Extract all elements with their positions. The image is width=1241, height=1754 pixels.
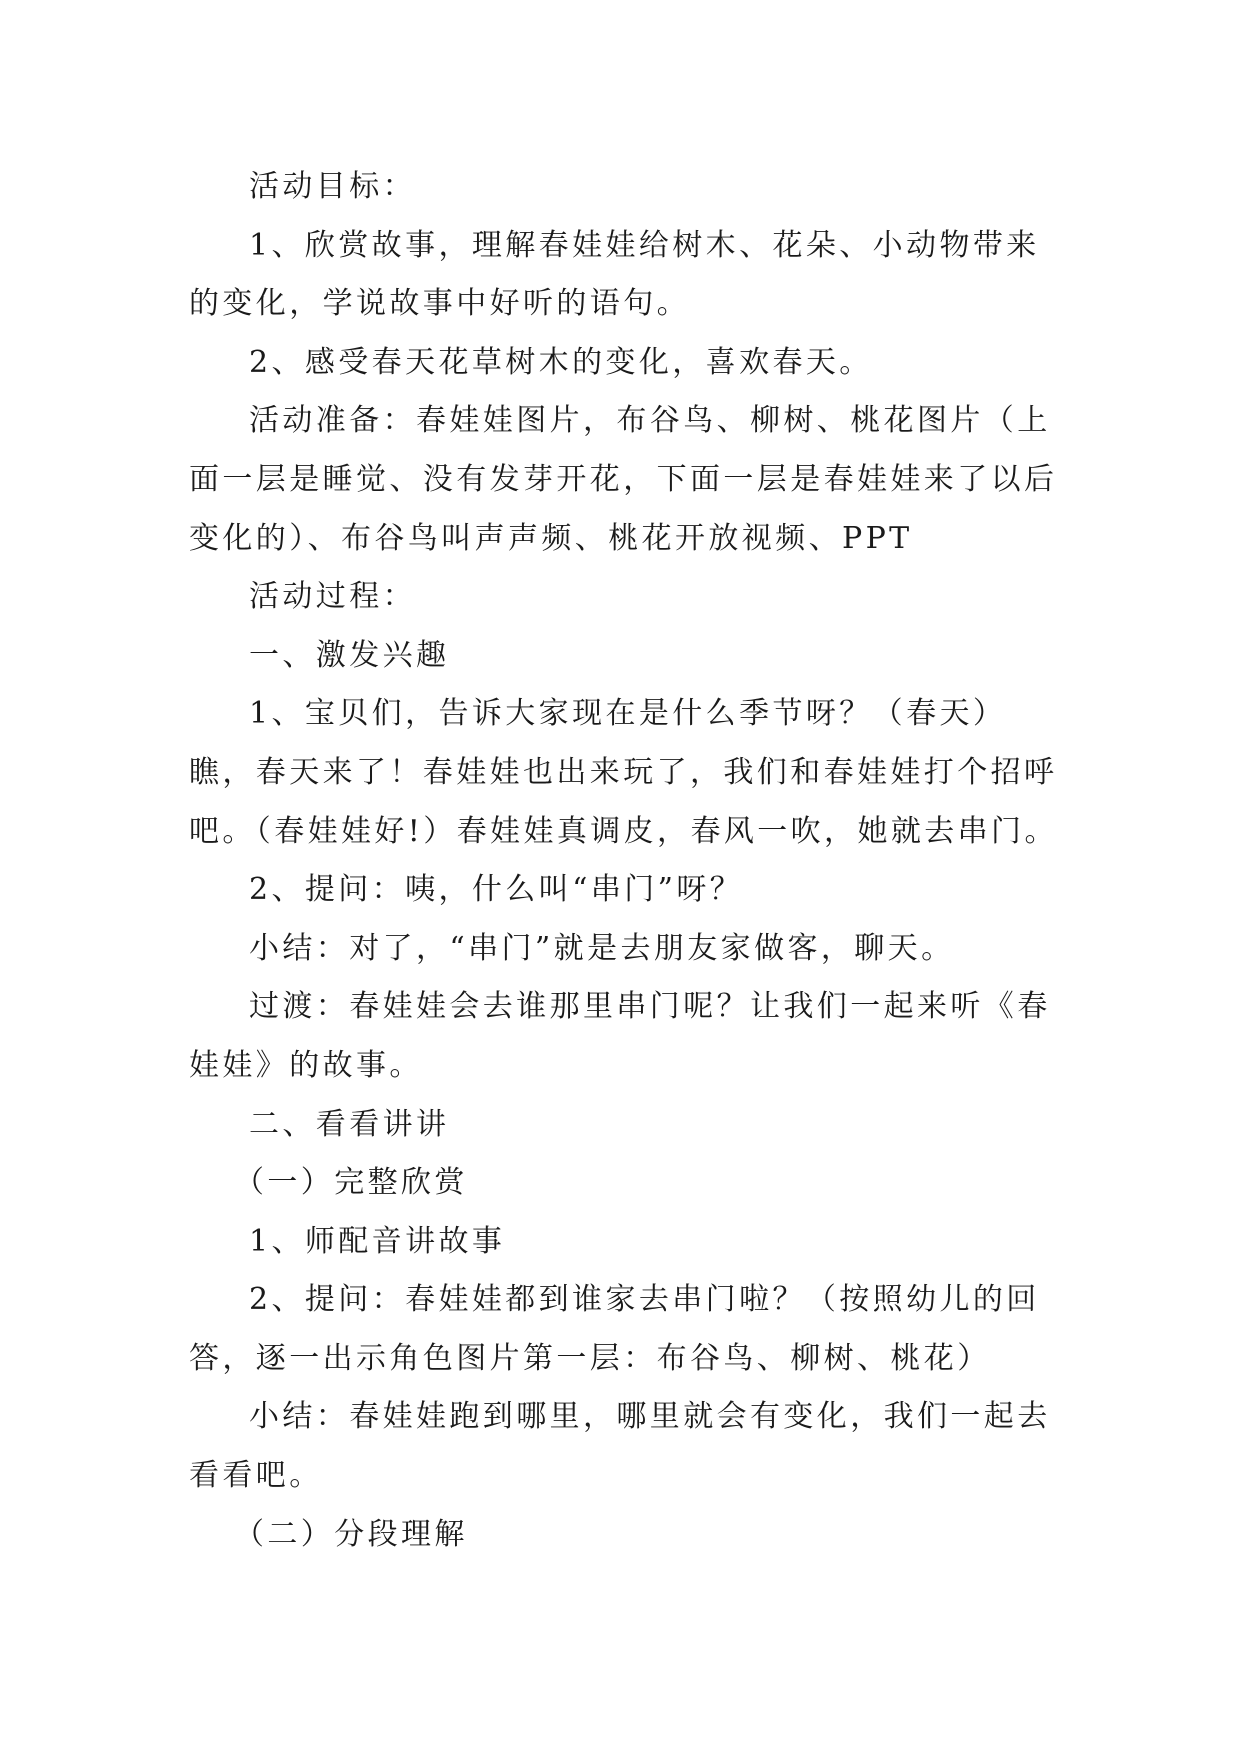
section-2-title: 二、看看讲讲 (249, 1106, 450, 1142)
goal-item-2: 2、感受春天花草树木的变化，喜欢春天。 (249, 344, 873, 380)
section-1-summary: 小结：对了，“串门”就是去朋友家做客，聊天。 (249, 930, 955, 966)
subsection-segment-understanding: （二）分段理解 (234, 1516, 468, 1552)
subsection-full-appreciation: （一）完整欣赏 (234, 1165, 468, 1201)
goal-item-1: 1、欣赏故事，理解春娃娃给树木、花朵、小动物带来的变化，学说故事中好听的语句。 (189, 227, 1040, 322)
subsection-1-step-1: 1、师配音讲故事 (249, 1223, 506, 1259)
section-1-step-2: 2、提问：咦，什么叫“串门”呀？ (249, 872, 744, 908)
heading-activity-process: 活动过程： (249, 579, 416, 615)
section-1-step-1: 1、宝贝们，告诉大家现在是什么季节呀？（春天）瞧，春天来了！春娃娃也出来玩了，我们和春娃娃打个招呼吧。（春娃娃好!）春娃娃真调皮，春风一吹，她就去串门。 (189, 696, 1058, 849)
section-1-title: 一、激发兴趣 (249, 637, 450, 673)
subsection-1-step-2: 2、提问：春娃娃都到谁家去串门啦？（按照幼儿的回答，逐一出示角色图片第一层：布谷鸟、柳树、桃花） (189, 1282, 1040, 1376)
document-body (189, 158, 1065, 1564)
heading-activity-goals: 活动目标： (249, 169, 416, 204)
subsection-1-summary: 小结：春娃娃跑到哪里，哪里就会有变化，我们一起去看看吧。 (189, 1399, 1051, 1494)
activity-preparation: 活动准备：春娃娃图片，布谷鸟、柳树、桃花图片（上面一层是睡觉、没有发芽开花，下面一层是春娃娃来了以后变化的）、布谷鸟叫声声频、桃花开放视频、PPT (189, 403, 1058, 556)
section-1-transition: 过渡：春娃娃会去谁那里串门呢？让我们一起来听《春娃娃》的故事。 (189, 989, 1051, 1083)
